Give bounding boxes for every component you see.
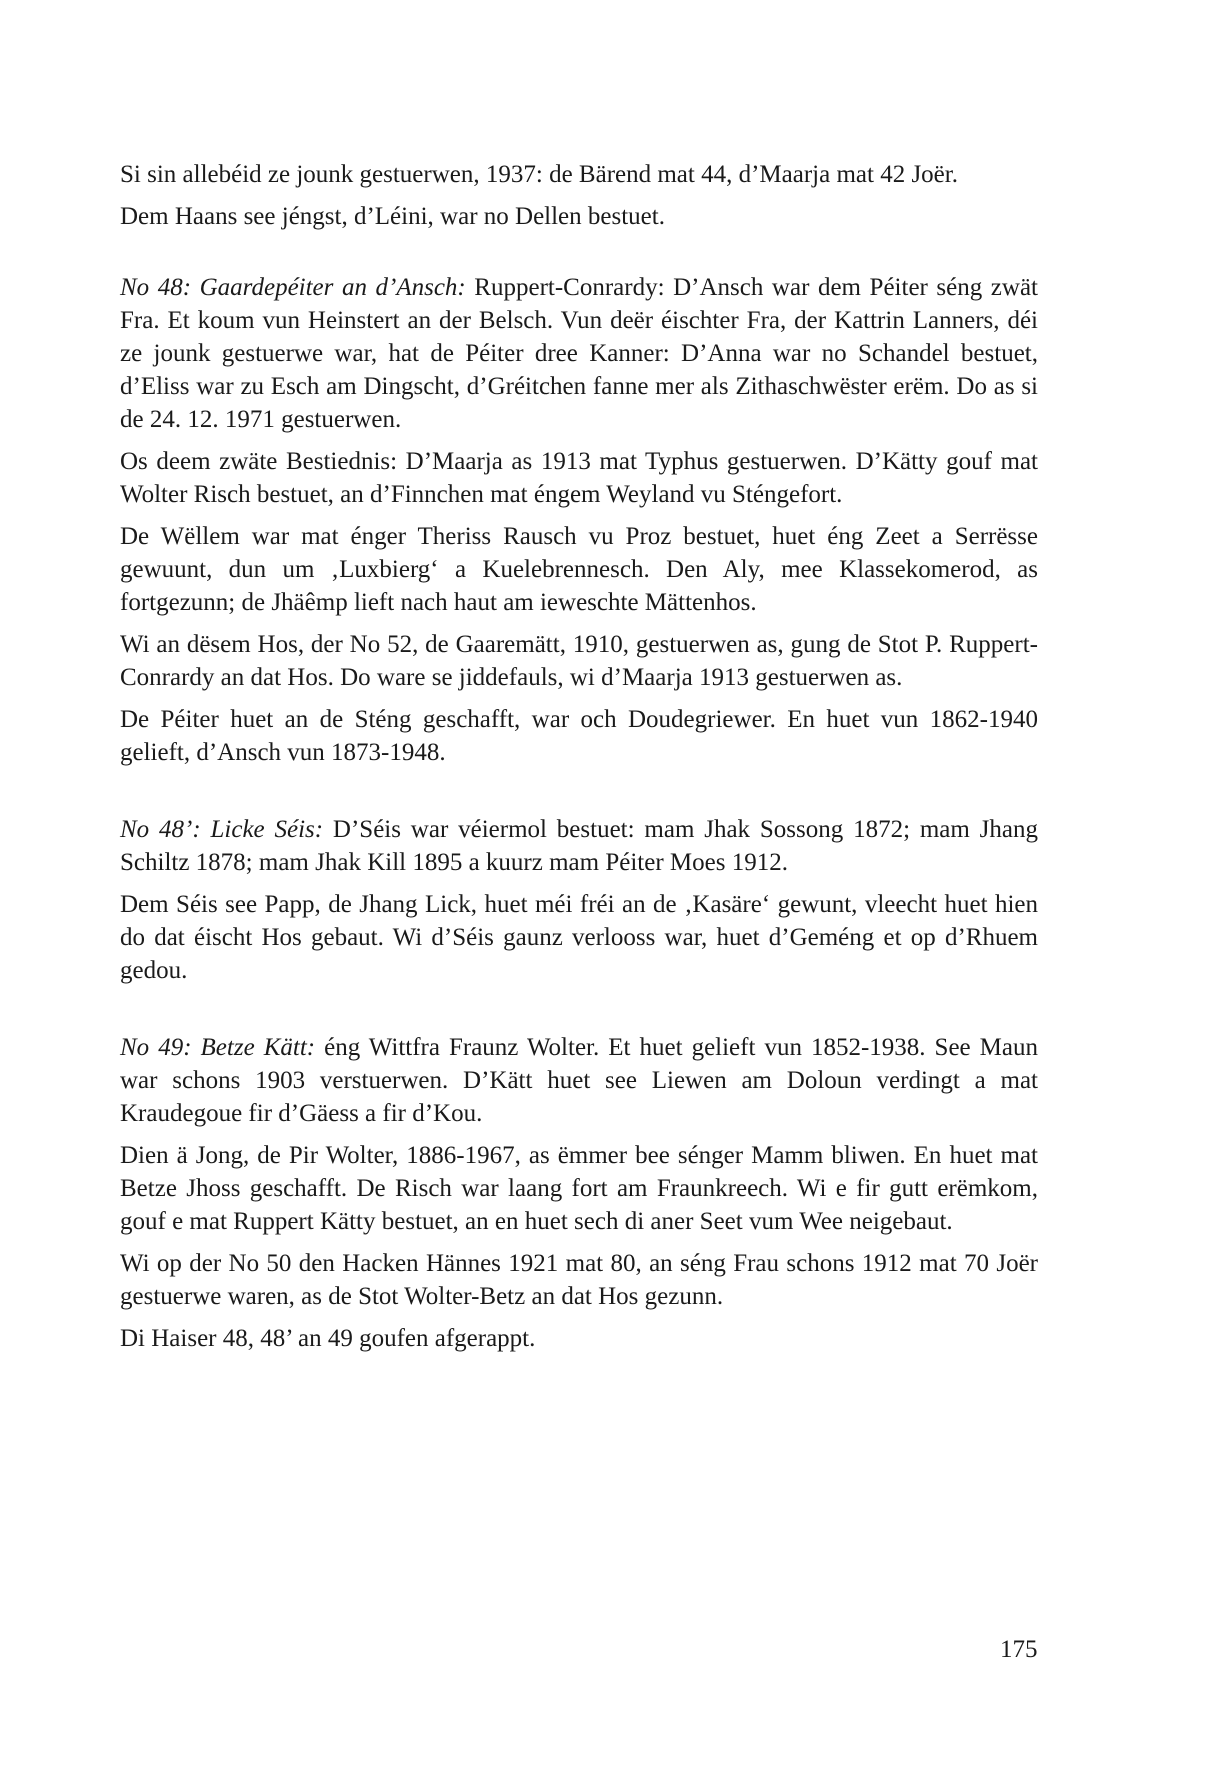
section-no-48-label: No 48: Gaardepéiter an d’Ansch: bbox=[120, 274, 466, 301]
paragraph-9-text: Dem Séis see Papp, de Jhang Lick, huet méi fréi an de ‚Kasäre‘ gewunt, vleecht huet hien do dat éischt Hos gebaut. Wi d’Séis gaunz verlooss war, huet d’Geméng et op d’Rhuem gedou. bbox=[120, 891, 1038, 984]
paragraph-11-text: Dien ä Jong, de Pir Wolter, 1886-1967, as ëmmer bee sénger Mamm bliwen. En huet mat Betze Jhoss geschafft. De Risch war laang fort am Fraunkreech. Wi e fir gutt erëmkom, gouf e mat Ruppert Kätty bestuet, an en huet sech di aner Seet vum Wee neigebaut. bbox=[120, 1142, 1038, 1235]
paragraph-1 bbox=[120, 158, 1038, 191]
paragraph-4-text: Os deem zwäte Bestiednis: D’Maarja as 1913 mat Typhus gestuerwen. D’Kätty gouf mat Wolter Risch bestuet, an d’Finnchen mat éngem Weyland vu Sténgefort. bbox=[120, 448, 1038, 508]
section-no-48-text: Ruppert-Conrardy: D’Ansch war dem Péiter séng zwät Fra. Et koum vun Heinstert an der Belsch. Vun deër éischter Fra, der Kattrin Lanners, déi ze jounk gestuerwe war, hat de Péiter dree Kanner: D’Anna war no Schandel bestuet, d’Eliss war zu Esch am Dingscht, d’Gréitchen fanne mer als Zithaschwëster erëm. Do as si de 24. 12. 1971 gestuerwen. bbox=[120, 274, 1038, 433]
section-no-49 bbox=[120, 1031, 1038, 1130]
page-body bbox=[120, 158, 1038, 1364]
paragraph-13-text: Di Haiser 48, 48’ an 49 goufen afgerappt. bbox=[120, 1325, 536, 1352]
paragraph-7-text: De Péiter huet an de Sténg geschafft, war och Doudegriewer. En huet vun 1862-1940 gelieft, d’Ansch vun 1873-1948. bbox=[120, 706, 1038, 766]
section-no-48 bbox=[120, 271, 1038, 436]
paragraph-2-text: Dem Haans see jéngst, d’Léini, war no Dellen bestuet. bbox=[120, 203, 665, 230]
paragraph-13 bbox=[120, 1322, 1038, 1355]
paragraph-12-text: Wi op der No 50 den Hacken Hännes 1921 mat 80, an séng Frau schons 1912 mat 70 Joër gestuerwe waren, as de Stot Wolter-Betz an dat Hos gezunn. bbox=[120, 1250, 1038, 1310]
page-number: 175 bbox=[1000, 1636, 1038, 1663]
paragraph-1-text: Si sin allebéid ze jounk gestuerwen, 1937: de Bärend mat 44, d’Maarja mat 42 Joër. bbox=[120, 161, 958, 188]
section-no-48-prime-label: No 48’: Licke Séis: bbox=[120, 816, 324, 843]
paragraph-4 bbox=[120, 445, 1038, 511]
paragraph-6-text: Wi an dësem Hos, der No 52, de Gaaremätt, 1910, gestuerwen as, gung de Stot P. Ruppert-Conrardy an dat Hos. Do ware se jiddefauls, wi d’Maarja 1913 gestuerwen as. bbox=[120, 631, 1038, 691]
paragraph-2 bbox=[120, 200, 1038, 233]
paragraph-11 bbox=[120, 1139, 1038, 1238]
paragraph-12 bbox=[120, 1247, 1038, 1313]
paragraph-6 bbox=[120, 628, 1038, 694]
paragraph-5-text: De Wëllem war mat énger Theriss Rausch vu Proz bestuet, huet éng Zeet a Serrësse gewuunt, dun um ‚Luxbierg‘ a Kuelebrennesch. Den Aly, mee Klassekomerod, as fortgezunn; de Jhäêmp lieft nach haut am ieweschte Mättenhos. bbox=[120, 523, 1038, 616]
paragraph-7 bbox=[120, 703, 1038, 769]
section-no-49-label: No 49: Betze Kätt: bbox=[120, 1034, 316, 1061]
paragraph-9 bbox=[120, 888, 1038, 987]
section-no-49-text: éng Wittfra Fraunz Wolter. Et huet gelieft vun 1852-1938. See Maun war schons 1903 verstuerwen. D’Kätt huet see Liewen am Doloun verdingt a mat Kraudegoue fir d’Gäess a fir d’Kou. bbox=[120, 1034, 1038, 1127]
section-no-48-prime bbox=[120, 813, 1038, 879]
section-no-48-prime-text: D’Séis war véiermol bestuet: mam Jhak Sossong 1872; mam Jhang Schiltz 1878; mam Jhak Kill 1895 a kuurz mam Péiter Moes 1912. bbox=[120, 816, 1039, 876]
paragraph-5 bbox=[120, 520, 1038, 619]
